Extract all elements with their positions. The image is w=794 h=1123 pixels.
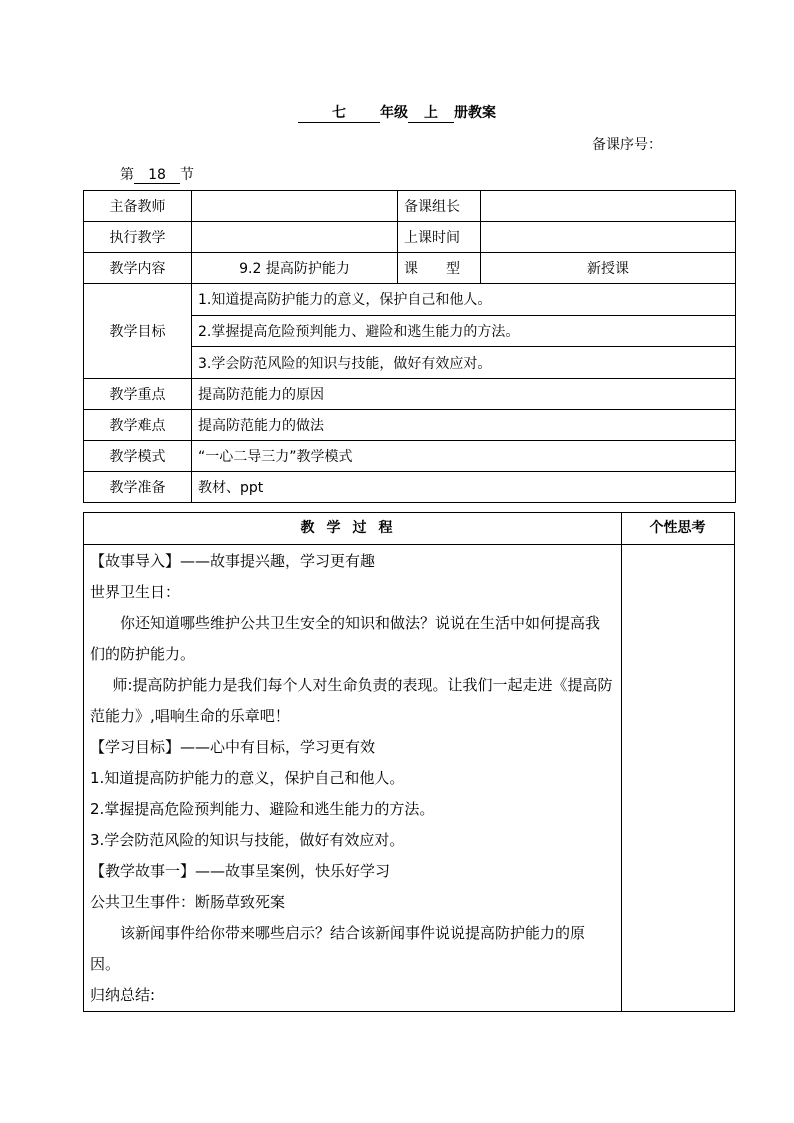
content-label: 教学内容 [84, 253, 192, 284]
difficulty-value: 提高防范能力的做法 [192, 410, 736, 441]
table-row [84, 441, 736, 472]
class-time-label: 上课时间 [398, 222, 481, 253]
grade-suffix: 年级 [380, 105, 408, 121]
process-paragraph: 你还知道哪些维护公共卫生安全的知识和做法？说说在生活中如何提高我们的防护能力。 [90, 614, 601, 663]
story-intro-heading: 【故事导入】——故事提兴趣，学习更有趣 [90, 552, 376, 570]
goal-item: 3.学会防范风险的知识与技能，做好有效应对。 [192, 347, 736, 379]
table-row [84, 410, 736, 441]
goal-item: 1.知道提高防护能力的意义，保护自己和他人。 [192, 284, 736, 316]
type-value: 新授课 [481, 253, 736, 284]
section-suffix: 节 [180, 167, 194, 183]
prep-value: 教材、ppt [192, 472, 736, 503]
executor-label: 执行教学 [84, 222, 192, 253]
process-line: 世界卫生日： [90, 583, 181, 601]
process-paragraph: 师:提高防护能力是我们每个人对生命负责的表现。让我们一起走进《提高防范能力》,唱响生命的乐章吧！ [90, 676, 613, 725]
term-value: 上 [408, 102, 454, 123]
section-number-line [120, 164, 194, 184]
key-label: 教学重点 [84, 379, 192, 410]
difficulty-label: 教学难点 [84, 410, 192, 441]
main-teacher-label: 主备教师 [84, 191, 192, 222]
table-row [84, 472, 736, 503]
column-divider [621, 513, 622, 1011]
process-line: 归纳总结: [90, 986, 156, 1004]
table-row [84, 253, 736, 284]
story-one-heading: 【教学故事一】——故事呈案例，快乐好学习 [90, 862, 391, 880]
process-line: 公共卫生事件：断肠草致死案 [90, 893, 286, 911]
goals-label: 教学目标 [84, 284, 192, 379]
lesson-info-table [83, 190, 736, 503]
section-number: 18 [134, 167, 180, 184]
group-leader-field[interactable] [481, 191, 736, 222]
mode-label: 教学模式 [84, 441, 192, 472]
type-label: 课 型 [398, 253, 481, 284]
teaching-process-box [83, 512, 735, 1012]
section-prefix: 第 [120, 167, 134, 183]
prep-label: 教学准备 [84, 472, 192, 503]
term-suffix: 册教案 [454, 105, 496, 121]
process-line: 2.掌握提高危险预判能力、避险和逃生能力的方法。 [90, 800, 435, 818]
table-row [84, 191, 736, 222]
mode-value: “一心二导三力”教学模式 [192, 441, 736, 472]
group-leader-label: 备课组长 [398, 191, 481, 222]
class-time-field[interactable] [481, 222, 736, 253]
process-line: 1.知道提高防护能力的意义，保护自己和他人。 [90, 769, 405, 787]
document-title [0, 102, 794, 123]
table-row [84, 379, 736, 410]
table-row [84, 284, 736, 316]
main-teacher-field[interactable] [192, 191, 398, 222]
process-body [90, 546, 614, 1011]
grade-value: 七 [298, 102, 380, 123]
process-heading: 教学过程 [300, 520, 405, 536]
content-value: 9.2 提高防护能力 [192, 253, 398, 284]
process-header [84, 513, 734, 545]
serial-label: 备课序号： [592, 137, 662, 153]
table-row [84, 222, 736, 253]
learning-goals-heading: 【学习目标】——心中有目标，学习更有效 [90, 738, 376, 756]
executor-field[interactable] [192, 222, 398, 253]
reflection-heading: 个性思考 [649, 520, 706, 536]
key-value: 提高防范能力的原因 [192, 379, 736, 410]
goal-item: 2.掌握提高危险预判能力、避险和逃生能力的方法。 [192, 315, 736, 347]
process-line: 3.学会防范风险的知识与技能，做好有效应对。 [90, 831, 405, 849]
process-paragraph: 该新闻事件给你带来哪些启示？结合该新闻事件说说提高防护能力的原因。 [90, 924, 586, 973]
